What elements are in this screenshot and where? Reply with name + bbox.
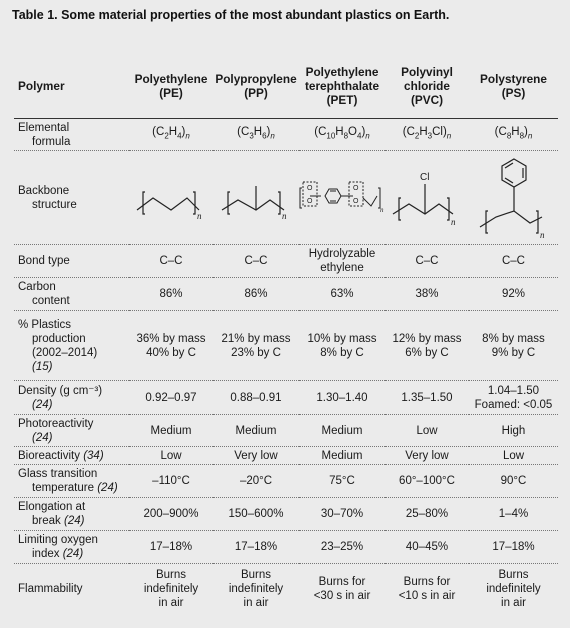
elongation-pp: 150–600%	[213, 498, 299, 531]
bio-pe: Low	[129, 447, 213, 465]
label-backbone: Backbone structure	[14, 151, 129, 245]
production-pvc: 12% by mass 6% by C	[385, 311, 469, 381]
label-photo: Photoreactivity (24)	[14, 415, 129, 447]
carbon-pvc: 38%	[385, 278, 469, 311]
header-pp: Polypropylene (PP)	[213, 54, 299, 119]
oxygen-ps: 17–18%	[469, 531, 558, 564]
label-bio: Bioreactivity (34)	[14, 447, 129, 465]
row-elongation	[14, 498, 558, 531]
row-photo	[14, 415, 558, 447]
bio-pp: Very low	[213, 447, 299, 465]
flammability-ps: Burns indefinitely in air	[486, 568, 541, 609]
flammability-pvc: Burns for <10 s in air	[398, 575, 456, 602]
formula-ps: $(C_8H_8)_n$	[469, 119, 558, 151]
row-density	[14, 381, 558, 415]
photo-pp: Medium	[213, 415, 299, 447]
bond-pvc: C–C	[385, 245, 469, 278]
ps-structure-icon	[474, 155, 554, 241]
bond-pp: C–C	[213, 245, 299, 278]
row-production	[14, 311, 558, 381]
pp-structure-icon	[216, 168, 296, 228]
label-oxygen: Limiting oxygen index (24)	[14, 531, 129, 564]
bond-ps: C–C	[469, 245, 558, 278]
svg-text:O: O	[307, 184, 313, 192]
carbon-ps: 92%	[469, 278, 558, 311]
row-bond	[14, 245, 558, 278]
pvc-structure-icon	[387, 168, 467, 228]
svg-text:n: n	[451, 216, 456, 227]
carbon-pp: 86%	[213, 278, 299, 311]
formula-pvc: $(C_2H_3Cl)_n$	[385, 119, 469, 151]
production-pet: 10% by mass 8% by C	[299, 311, 385, 381]
flammability-pet: Burns for <30 s in air	[313, 575, 371, 602]
glass-pet: 75°C	[299, 465, 385, 498]
svg-text:n: n	[380, 205, 384, 214]
oxygen-pe: 17–18%	[129, 531, 213, 564]
svg-text:Cl: Cl	[420, 171, 430, 183]
header-pet: Polyethylene terephthalate (PET)	[299, 54, 385, 119]
photo-pvc: Low	[385, 415, 469, 447]
glass-pvc: 60°–100°C	[385, 465, 469, 498]
label-carbon: Carbon content	[14, 278, 129, 311]
svg-text:n: n	[539, 229, 544, 240]
bio-pvc: Very low	[385, 447, 469, 465]
flammability-pp: Burns indefinitely in air	[228, 568, 284, 609]
properties-table	[14, 54, 558, 614]
production-pe: 36% by mass 40% by C	[129, 311, 213, 381]
label-elongation: Elongation at break (24)	[14, 498, 129, 531]
label-production: % Plastics production (2002–2014) (15)	[14, 311, 129, 381]
photo-ps: High	[469, 415, 558, 447]
row-flammability	[14, 564, 558, 614]
row-carbon	[14, 278, 558, 311]
pet-structure-icon	[299, 168, 385, 228]
structure-pvc	[385, 151, 469, 245]
svg-text:n: n	[197, 210, 202, 221]
structure-pe	[129, 151, 213, 245]
oxygen-pp: 17–18%	[213, 531, 299, 564]
glass-pp: –20°C	[213, 465, 299, 498]
glass-ps: 90°C	[469, 465, 558, 498]
photo-pe: Medium	[129, 415, 213, 447]
row-glass	[14, 465, 558, 498]
svg-text:O: O	[307, 197, 313, 205]
header-pvc: Polyvinyl chloride (PVC)	[385, 54, 469, 119]
row-oxygen	[14, 531, 558, 564]
oxygen-pvc: 40–45%	[385, 531, 469, 564]
density-pe: 0.92–0.97	[129, 381, 213, 415]
bond-pet: Hydrolyzable ethylene	[299, 245, 385, 278]
label-bond: Bond type	[14, 245, 129, 278]
structure-pet	[299, 151, 385, 245]
bio-ps: Low	[469, 447, 558, 465]
density-pp: 0.88–0.91	[213, 381, 299, 415]
svg-text:n: n	[282, 210, 287, 221]
label-glass: Glass transition temperature (24)	[14, 465, 129, 498]
elongation-ps: 1–4%	[469, 498, 558, 531]
density-ps: 1.04–1.50 Foamed: <0.05	[469, 381, 558, 415]
production-ps: 8% by mass 9% by C	[469, 311, 558, 381]
svg-text:O: O	[353, 184, 359, 192]
row-formula	[14, 119, 558, 151]
pe-structure-icon	[131, 168, 211, 228]
header-pe: Polyethylene (PE)	[129, 54, 213, 119]
formula-pe: $(C_2H_4)_n$	[129, 119, 213, 151]
production-pp: 21% by mass 23% by C	[213, 311, 299, 381]
svg-text:O: O	[353, 197, 359, 205]
density-pvc: 1.35–1.50	[385, 381, 469, 415]
carbon-pet: 63%	[299, 278, 385, 311]
label-density: Density (g cm⁻³) (24)	[14, 381, 129, 415]
header-row	[14, 54, 558, 119]
oxygen-pet: 23–25%	[299, 531, 385, 564]
label-formula: Elemental formula	[14, 119, 129, 151]
bio-pet: Medium	[299, 447, 385, 465]
density-pet: 1.30–1.40	[299, 381, 385, 415]
glass-pe: –110°C	[129, 465, 213, 498]
photo-pet: Medium	[299, 415, 385, 447]
elongation-pvc: 25–80%	[385, 498, 469, 531]
row-bio	[14, 447, 558, 465]
table-caption: Table 1. Some material properties of the most abundant plastics on Earth.	[12, 8, 450, 22]
flammability-pe: Burns indefinitely in air	[143, 568, 199, 609]
elongation-pe: 200–900%	[129, 498, 213, 531]
carbon-pe: 86%	[129, 278, 213, 311]
label-flammability: Flammability	[18, 582, 83, 595]
elongation-pet: 30–70%	[299, 498, 385, 531]
structure-ps	[469, 151, 558, 245]
row-backbone	[14, 151, 558, 245]
bond-pe: C–C	[129, 245, 213, 278]
formula-pet: $(C_{10}H_8O_4)_n$	[299, 119, 385, 151]
header-ps: Polystyrene (PS)	[469, 54, 558, 119]
formula-pp: $(C_3H_6)_n$	[213, 119, 299, 151]
header-polymer: Polymer	[14, 54, 129, 119]
structure-pp	[213, 151, 299, 245]
